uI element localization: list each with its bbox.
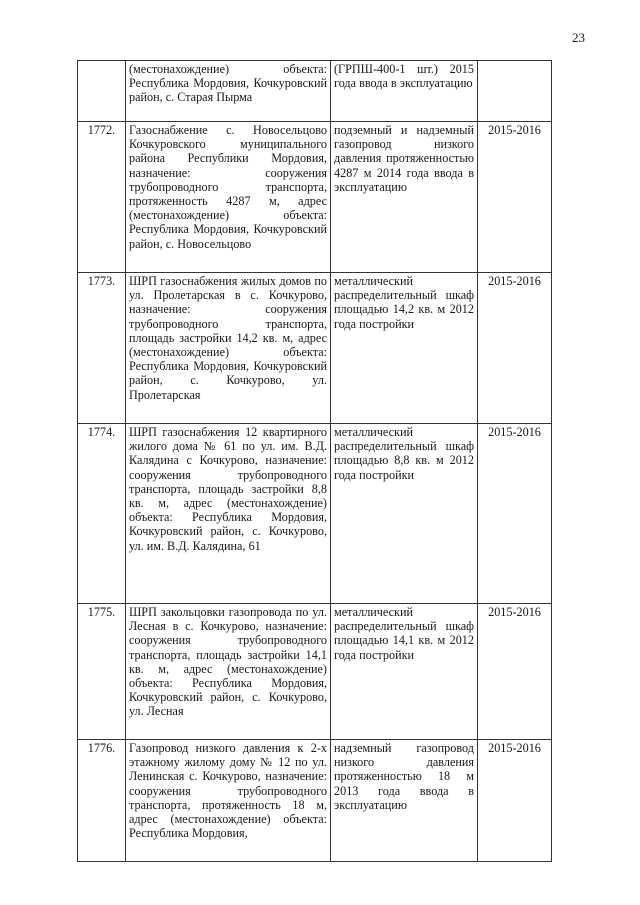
years-cell: 2015-2016 <box>478 273 552 424</box>
table-row <box>78 61 552 122</box>
objects-table <box>77 60 552 862</box>
page-number: 23 <box>572 30 585 45</box>
row-number-cell: 1775. <box>78 604 126 740</box>
row-number-cell: 1772. <box>78 122 126 273</box>
object-name-cell: ШРП газоснабжения 12 квартирного жилого дома № 61 по ул. им. В.Д. Калядина с Кочкурово, назначение: сооружения трубопроводного транспорта, площадь застройки 8,8 кв. м, адрес (местонахождение) объекта: Республика Мордовия, Кочкуровский район, с. Кочкурово, ул. им. В.Д. Калядина, 61 <box>126 424 331 604</box>
years-cell: 2015-2016 <box>478 122 552 273</box>
years-cell: 2015-2016 <box>478 424 552 604</box>
table-row <box>78 273 552 424</box>
row-number-cell <box>78 61 126 122</box>
object-name-cell: Газоснабжение с. Новосельцово Кочкуровского муниципального района Республики Мордовия, назначение: сооружения трубопроводного транспорта, протяженность 4287 м, адрес (местонахождение) объекта: Республика Мордовия, Кочкуровский район, с. Новосельцово <box>126 122 331 273</box>
table-row <box>78 604 552 740</box>
object-description-cell: надземный газопровод низкого давления протяженностью 18 м 2013 года ввода в эксплуатацию <box>331 740 478 862</box>
table-row <box>78 122 552 273</box>
table-row <box>78 424 552 604</box>
years-cell: 2015-2016 <box>478 740 552 862</box>
years-cell: 2015-2016 <box>478 604 552 740</box>
row-number-cell: 1776. <box>78 740 126 862</box>
object-name-cell: ШРП газоснабжения жилых домов по ул. Пролетарская в с. Кочкурово, назначение: сооружения трубопроводного транспорта, площадь застройки 14,2 кв. м, адрес (местонахождение) объекта: Республика Мордовия, Кочкуровский район, с. Кочкурово, ул. Пролетарская <box>126 273 331 424</box>
object-name-cell: (местонахождение) объекта: Республика Мордовия, Кочкуровский район, с. Старая Пырма <box>126 61 331 122</box>
table-row <box>78 740 552 862</box>
object-description-cell: металлический распределительный шкаф площадью 8,8 кв. м 2012 года постройки <box>331 424 478 604</box>
object-description-cell: (ГРПШ-400-1 шт.) 2015 года ввода в эксплуатацию <box>331 61 478 122</box>
object-description-cell: подземный и надземный газопровод низкого давления протяженностью 4287 м 2014 года ввода в эксплуатацию <box>331 122 478 273</box>
row-number-cell: 1773. <box>78 273 126 424</box>
object-name-cell: ШРП закольцовки газопровода по ул. Лесная в с. Кочкурово, назначение: сооружения трубопроводного транспорта, площадь застройки 14,1 кв. м, адрес (местонахождение) объекта: Республика Мордовия, Кочкуровский район, с. Кочкурово, ул. Лесная <box>126 604 331 740</box>
years-cell <box>478 61 552 122</box>
object-description-cell: металлический распределительный шкаф площадью 14,1 кв. м 2012 года постройки <box>331 604 478 740</box>
object-name-cell: Газопровод низкого давления к 2-х этажному жилому дому № 12 по ул. Ленинская с. Кочкурово, назначение: сооружения трубопроводного транспорта, протяженность 18 м, адрес (местонахождение) объекта: Республика Мордовия, <box>126 740 331 862</box>
object-description-cell: металлический распределительный шкаф площадью 14,2 кв. м 2012 года постройки <box>331 273 478 424</box>
row-number-cell: 1774. <box>78 424 126 604</box>
